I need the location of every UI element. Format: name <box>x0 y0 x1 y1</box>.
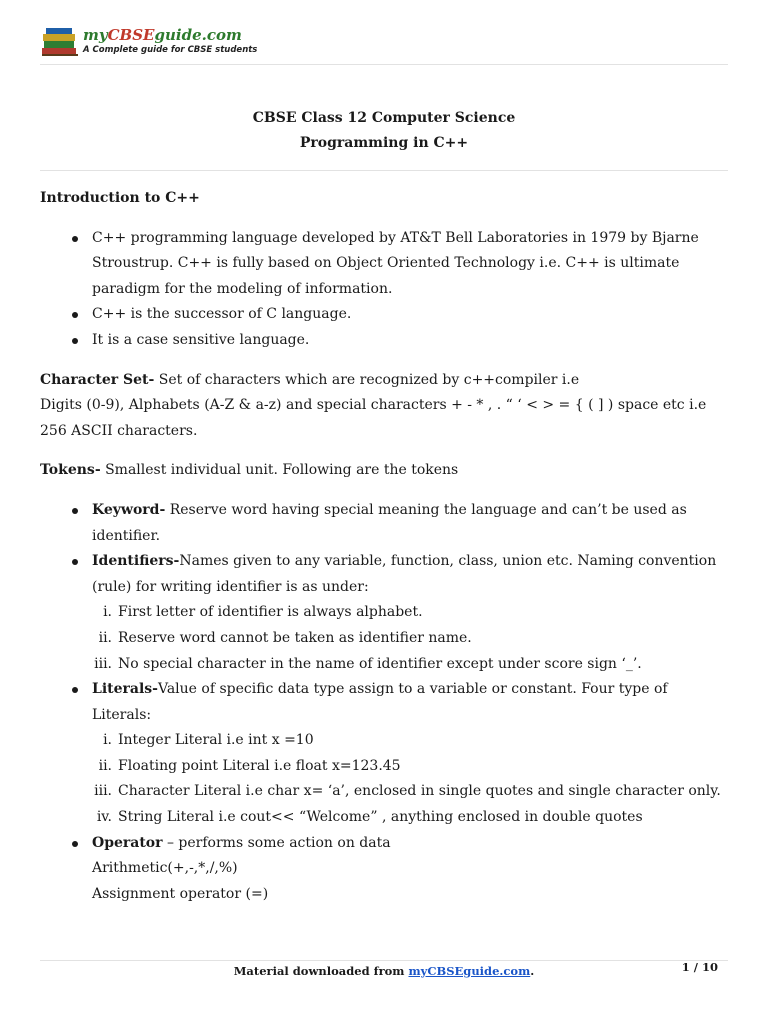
list-item-identifiers: Identifiers-Names given to any variable, function, class, union etc. Naming convention (rule) for writing identifier is as under: i. First letter of identifier is always alphabet. ii. Reserve word cannot be taken as identifier name. iii. No special character in the name of identifier except under score sign ‘_’. <box>40 549 728 677</box>
logo-text[interactable] <box>83 26 257 56</box>
logo-tagline: A Complete guide for CBSE students <box>83 45 258 55</box>
literal-types <box>92 728 728 830</box>
list-item: iii. No special character in the name of identifier except under score sign ‘_’. <box>94 655 642 672</box>
tokens-label: Tokens- <box>40 462 101 479</box>
page-footer <box>40 960 728 982</box>
list-item: C++ programming language developed by AT&T Bell Laboratories in 1979 by Bjarne Stroustrup. C++ is fully based on Object Oriented Technology i.e. C++ is ultimate paradigm for the modeling of information. <box>40 226 728 303</box>
tokens-list <box>40 498 728 908</box>
footer-divider <box>40 960 728 961</box>
title-divider <box>40 170 728 171</box>
document-title: CBSE Class 12 Computer Science <box>252 110 516 126</box>
charset-detail: Digits (0-9), Alphabets (A-Z & a-z) and special characters + - * , . “ ‘ < > = { ( ] ) space etc i.e 256 ASCII characters. <box>40 397 707 439</box>
list-item: It is a case sensitive language. <box>40 328 728 354</box>
charset-paragraph: Character Set- Set of characters which are recognized by c++compiler i.e <box>40 371 580 388</box>
document-body <box>40 186 728 907</box>
page-number: 1 / 10 <box>681 960 718 974</box>
site-header <box>40 26 728 62</box>
list-item: ii. Reserve word cannot be taken as identifier name. <box>98 629 472 646</box>
intro-list <box>40 226 728 354</box>
books-logo-icon <box>40 26 80 58</box>
charset-label: Character Set- <box>40 371 155 388</box>
list-item-operator: Operator – performs some action on data Arithmetic(+,-,*,/,%) Assignment operator (=) <box>40 831 728 908</box>
list-item: i. Integer Literal i.e int x =10 <box>103 732 314 749</box>
list-item-literals: Literals-Value of specific data type assign to a variable or constant. Four type of Literals: i. Integer Literal i.e int x =10 ii. Floating point Literal i.e float x=123.45 iii. Character Literal i.e char x= ‘a’, enclosed in single quotes and single character only. iv. String Literal i.e cout<< “Welcome” , anything enclosed in double quotes <box>40 677 728 831</box>
logo-brand: myCBSEguide.com <box>83 26 242 44</box>
list-item: ii. Floating point Literal i.e float x=123.45 <box>98 757 401 774</box>
header-divider <box>40 64 728 65</box>
footer-link[interactable]: myCBSEguide.com <box>408 964 531 978</box>
operator-assignment: Assignment operator (=) <box>92 885 269 902</box>
list-item-keyword: Keyword- Reserve word having special meaning the language and can’t be used as identifier. <box>40 498 728 549</box>
identifier-rules <box>92 600 728 677</box>
footer-text: Material downloaded from myCBSEguide.com. <box>233 964 535 978</box>
list-item: iii. Character Literal i.e char x= ‘a’, enclosed in single quotes and single character only. <box>94 783 721 800</box>
list-item: i. First letter of identifier is always alphabet. <box>103 604 423 621</box>
list-item: iv. String Literal i.e cout<< “Welcome” , anything enclosed in double quotes <box>96 809 643 826</box>
operator-arithmetic: Arithmetic(+,-,*,/,%) <box>92 860 238 877</box>
document-subtitle: Programming in C++ <box>299 135 469 151</box>
tokens-paragraph: Tokens- Smallest individual unit. Following are the tokens <box>40 462 459 479</box>
list-item: C++ is the successor of C language. <box>40 302 728 328</box>
intro-heading: Introduction to C++ <box>40 190 200 206</box>
